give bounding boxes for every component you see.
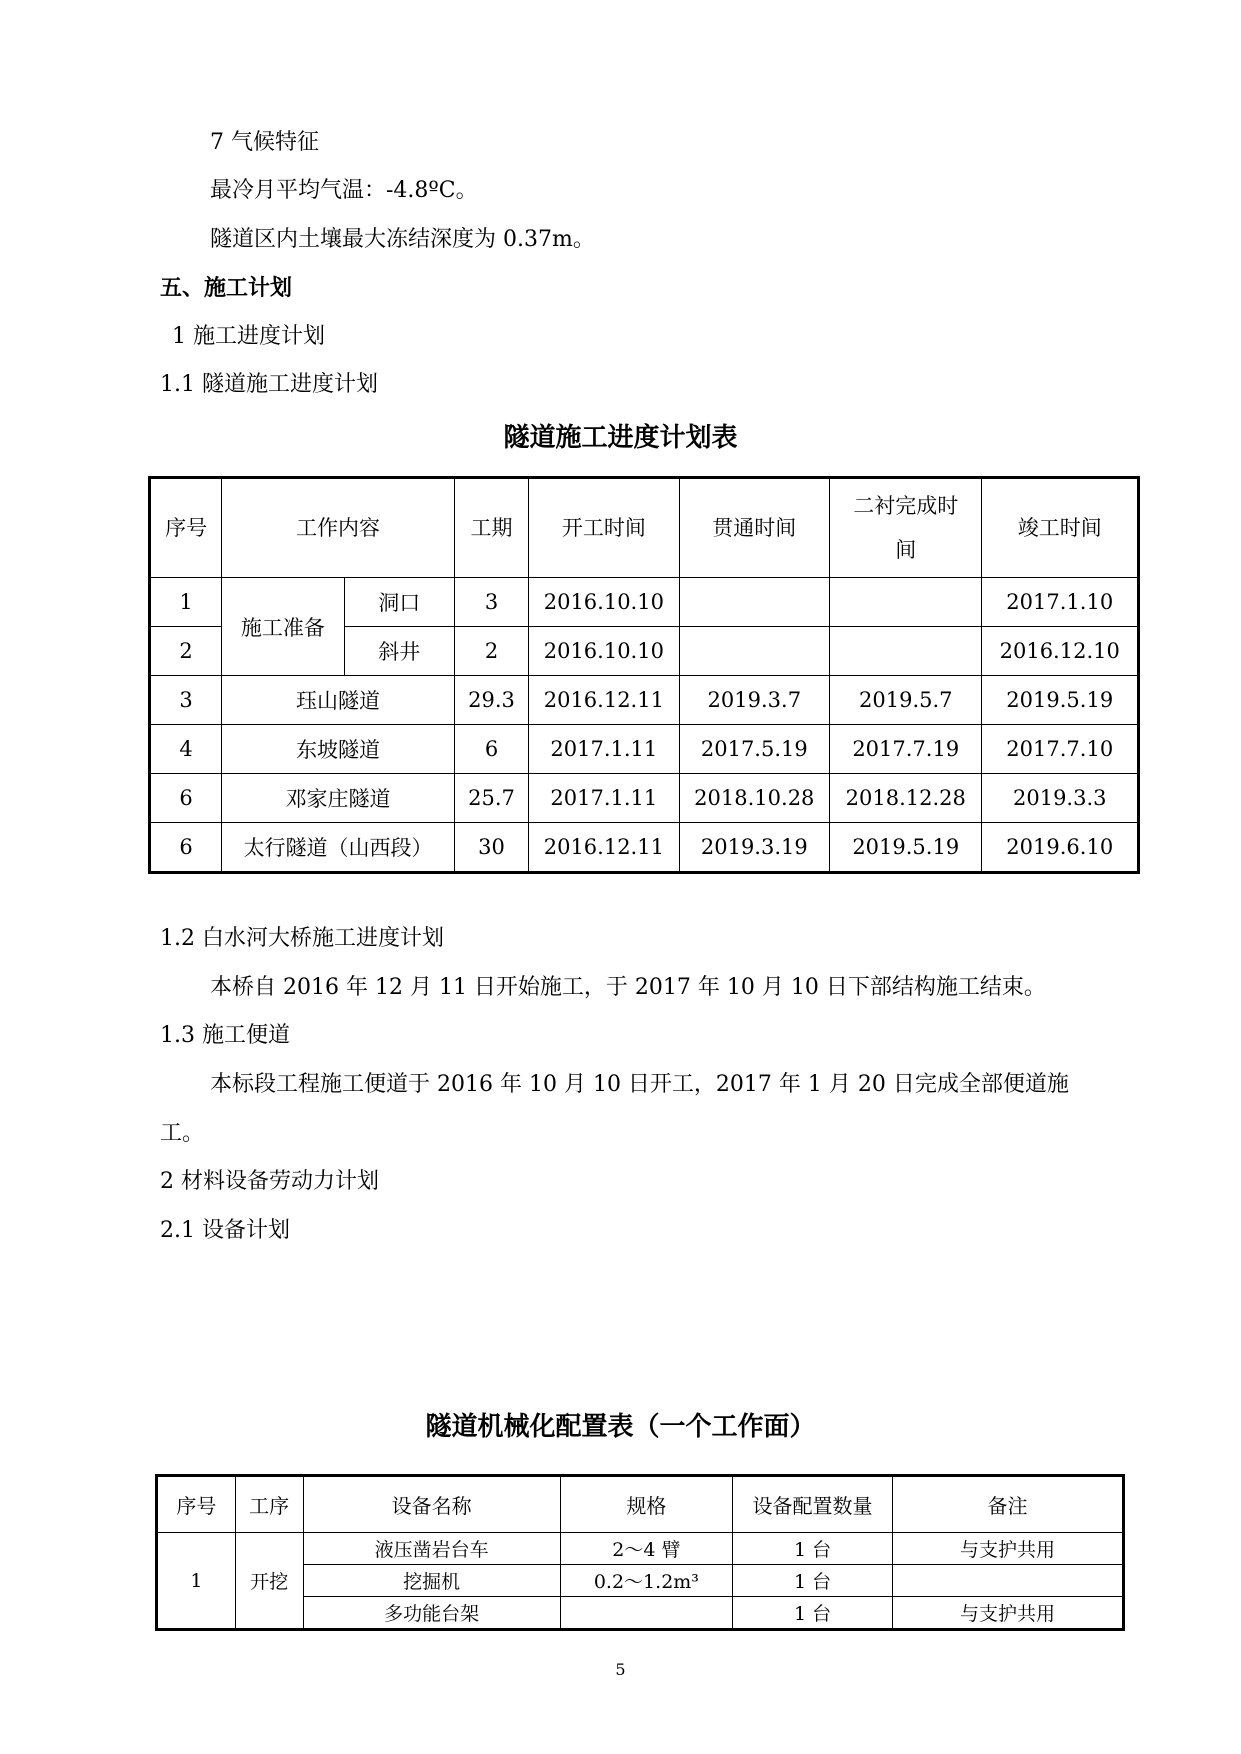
cell-content: 邓家庄隧道 xyxy=(222,774,455,823)
cell-duration: 30 xyxy=(454,823,528,873)
cell-lining: 2018.12.28 xyxy=(830,774,982,823)
page-number: 5 xyxy=(615,1660,626,1679)
mechanization-table xyxy=(155,1474,1125,1631)
cell-finish: 2017.1.10 xyxy=(982,578,1139,627)
header-lining-line2: 间 xyxy=(895,538,917,562)
frost-depth-text: 隧道区内土壤最大冻结深度为 0.37m。 xyxy=(210,227,595,252)
section-1-2-heading: 1.2 白水河大桥施工进度计划 xyxy=(160,926,444,951)
cell-finish: 2017.7.10 xyxy=(982,725,1139,774)
cell-quantity: 1 台 xyxy=(733,1565,893,1597)
cell-content: 太行隧道（山西段） xyxy=(222,823,455,873)
cell-quantity: 1 台 xyxy=(733,1533,893,1565)
cell-start: 2016.10.10 xyxy=(529,578,679,627)
table-row xyxy=(157,1533,1124,1565)
header-content: 工作内容 xyxy=(222,478,455,578)
cell-start: 2016.12.11 xyxy=(529,676,679,725)
cell-through: 2017.5.19 xyxy=(679,725,829,774)
cell-start: 2016.10.10 xyxy=(529,627,679,676)
cell-content: 斜井 xyxy=(344,627,454,676)
header-process: 工序 xyxy=(235,1476,303,1533)
cell-finish: 2019.5.19 xyxy=(982,676,1139,725)
cell-duration: 25.7 xyxy=(454,774,528,823)
header-lining-line1: 二衬完成时 xyxy=(853,494,959,518)
cell-prep-group: 施工准备 xyxy=(222,578,344,676)
cell-duration: 2 xyxy=(454,627,528,676)
table-row xyxy=(150,676,1139,725)
cell-start: 2017.1.11 xyxy=(529,774,679,823)
cell-finish: 2019.3.3 xyxy=(982,774,1139,823)
cell-remark: 与支护共用 xyxy=(892,1597,1123,1630)
cell-lining xyxy=(830,578,982,627)
section-1-1-heading: 1.1 隧道施工进度计划 xyxy=(160,372,378,397)
cell-no: 3 xyxy=(150,676,222,725)
cell-through: 2018.10.28 xyxy=(679,774,829,823)
header-remark: 备注 xyxy=(892,1476,1123,1533)
cell-content: 洞口 xyxy=(344,578,454,627)
cell-duration: 29.3 xyxy=(454,676,528,725)
mech-header-row xyxy=(157,1476,1124,1533)
cell-finish: 2016.12.10 xyxy=(982,627,1139,676)
cell-group-no: 1 xyxy=(157,1533,236,1630)
schedule-header-row xyxy=(150,478,1139,578)
header-lining xyxy=(830,478,982,578)
header-duration: 工期 xyxy=(454,478,528,578)
header-finish: 竣工时间 xyxy=(982,478,1139,578)
cell-finish: 2019.6.10 xyxy=(982,823,1139,873)
schedule-table-title: 隧道施工进度计划表 xyxy=(503,423,738,453)
cell-equipment-name: 挖掘机 xyxy=(303,1565,560,1597)
cell-lining: 2019.5.19 xyxy=(830,823,982,873)
cell-duration: 6 xyxy=(454,725,528,774)
cell-quantity: 1 台 xyxy=(733,1597,893,1630)
header-no: 序号 xyxy=(157,1476,236,1533)
section-5-heading: 五、施工计划 xyxy=(160,276,293,301)
table-row xyxy=(150,725,1139,774)
cell-group-process: 开挖 xyxy=(235,1533,303,1630)
cell-spec xyxy=(560,1597,733,1630)
coldest-temp-text: 最冷月平均气温：-4.8ºC。 xyxy=(210,178,478,203)
table-row xyxy=(150,774,1139,823)
header-quantity: 设备配置数量 xyxy=(733,1476,893,1533)
section-1-3-heading: 1.3 施工便道 xyxy=(160,1023,290,1048)
cell-no: 4 xyxy=(150,725,222,774)
cell-remark xyxy=(892,1565,1123,1597)
cell-start: 2017.1.11 xyxy=(529,725,679,774)
cell-lining: 2019.5.7 xyxy=(830,676,982,725)
mech-table-title: 隧道机械化配置表（一个工作面） xyxy=(425,1412,816,1442)
cell-through xyxy=(679,578,829,627)
access-road-text-line1: 本标段工程施工便道于 2016 年 10 月 10 日开工，2017 年 1 月 20 日完成全部便道施 xyxy=(210,1072,1069,1097)
table-row xyxy=(150,578,1139,627)
access-road-text-line2: 工。 xyxy=(160,1121,205,1146)
climate-heading: 7 气候特征 xyxy=(210,130,319,155)
cell-remark: 与支护共用 xyxy=(892,1533,1123,1565)
cell-through: 2019.3.7 xyxy=(679,676,829,725)
section-2-1-heading: 2.1 设备计划 xyxy=(160,1218,290,1243)
header-no: 序号 xyxy=(150,478,222,578)
cell-equipment-name: 多功能台架 xyxy=(303,1597,560,1630)
cell-content: 珏山隧道 xyxy=(222,676,455,725)
cell-duration: 3 xyxy=(454,578,528,627)
header-spec: 规格 xyxy=(560,1476,733,1533)
bridge-schedule-text: 本桥自 2016 年 12 月 11 日开始施工，于 2017 年 10 月 10 日下部结构施工结束。 xyxy=(210,975,1046,1000)
cell-no: 1 xyxy=(150,578,222,627)
cell-start: 2016.12.11 xyxy=(529,823,679,873)
cell-no: 2 xyxy=(150,627,222,676)
cell-no: 6 xyxy=(150,774,222,823)
cell-spec: 2～4 臂 xyxy=(560,1533,733,1565)
cell-lining: 2017.7.19 xyxy=(830,725,982,774)
section-1-heading: 1 施工进度计划 xyxy=(172,324,325,349)
table-row xyxy=(150,823,1139,873)
cell-lining xyxy=(830,627,982,676)
cell-no: 6 xyxy=(150,823,222,873)
section-2-heading: 2 材料设备劳动力计划 xyxy=(160,1169,379,1194)
header-start: 开工时间 xyxy=(529,478,679,578)
header-equipment-name: 设备名称 xyxy=(303,1476,560,1533)
cell-through: 2019.3.19 xyxy=(679,823,829,873)
cell-spec: 0.2～1.2m³ xyxy=(560,1565,733,1597)
cell-equipment-name: 液压凿岩台车 xyxy=(303,1533,560,1565)
cell-through xyxy=(679,627,829,676)
header-through: 贯通时间 xyxy=(679,478,829,578)
cell-content: 东坡隧道 xyxy=(222,725,455,774)
schedule-table xyxy=(148,476,1140,874)
